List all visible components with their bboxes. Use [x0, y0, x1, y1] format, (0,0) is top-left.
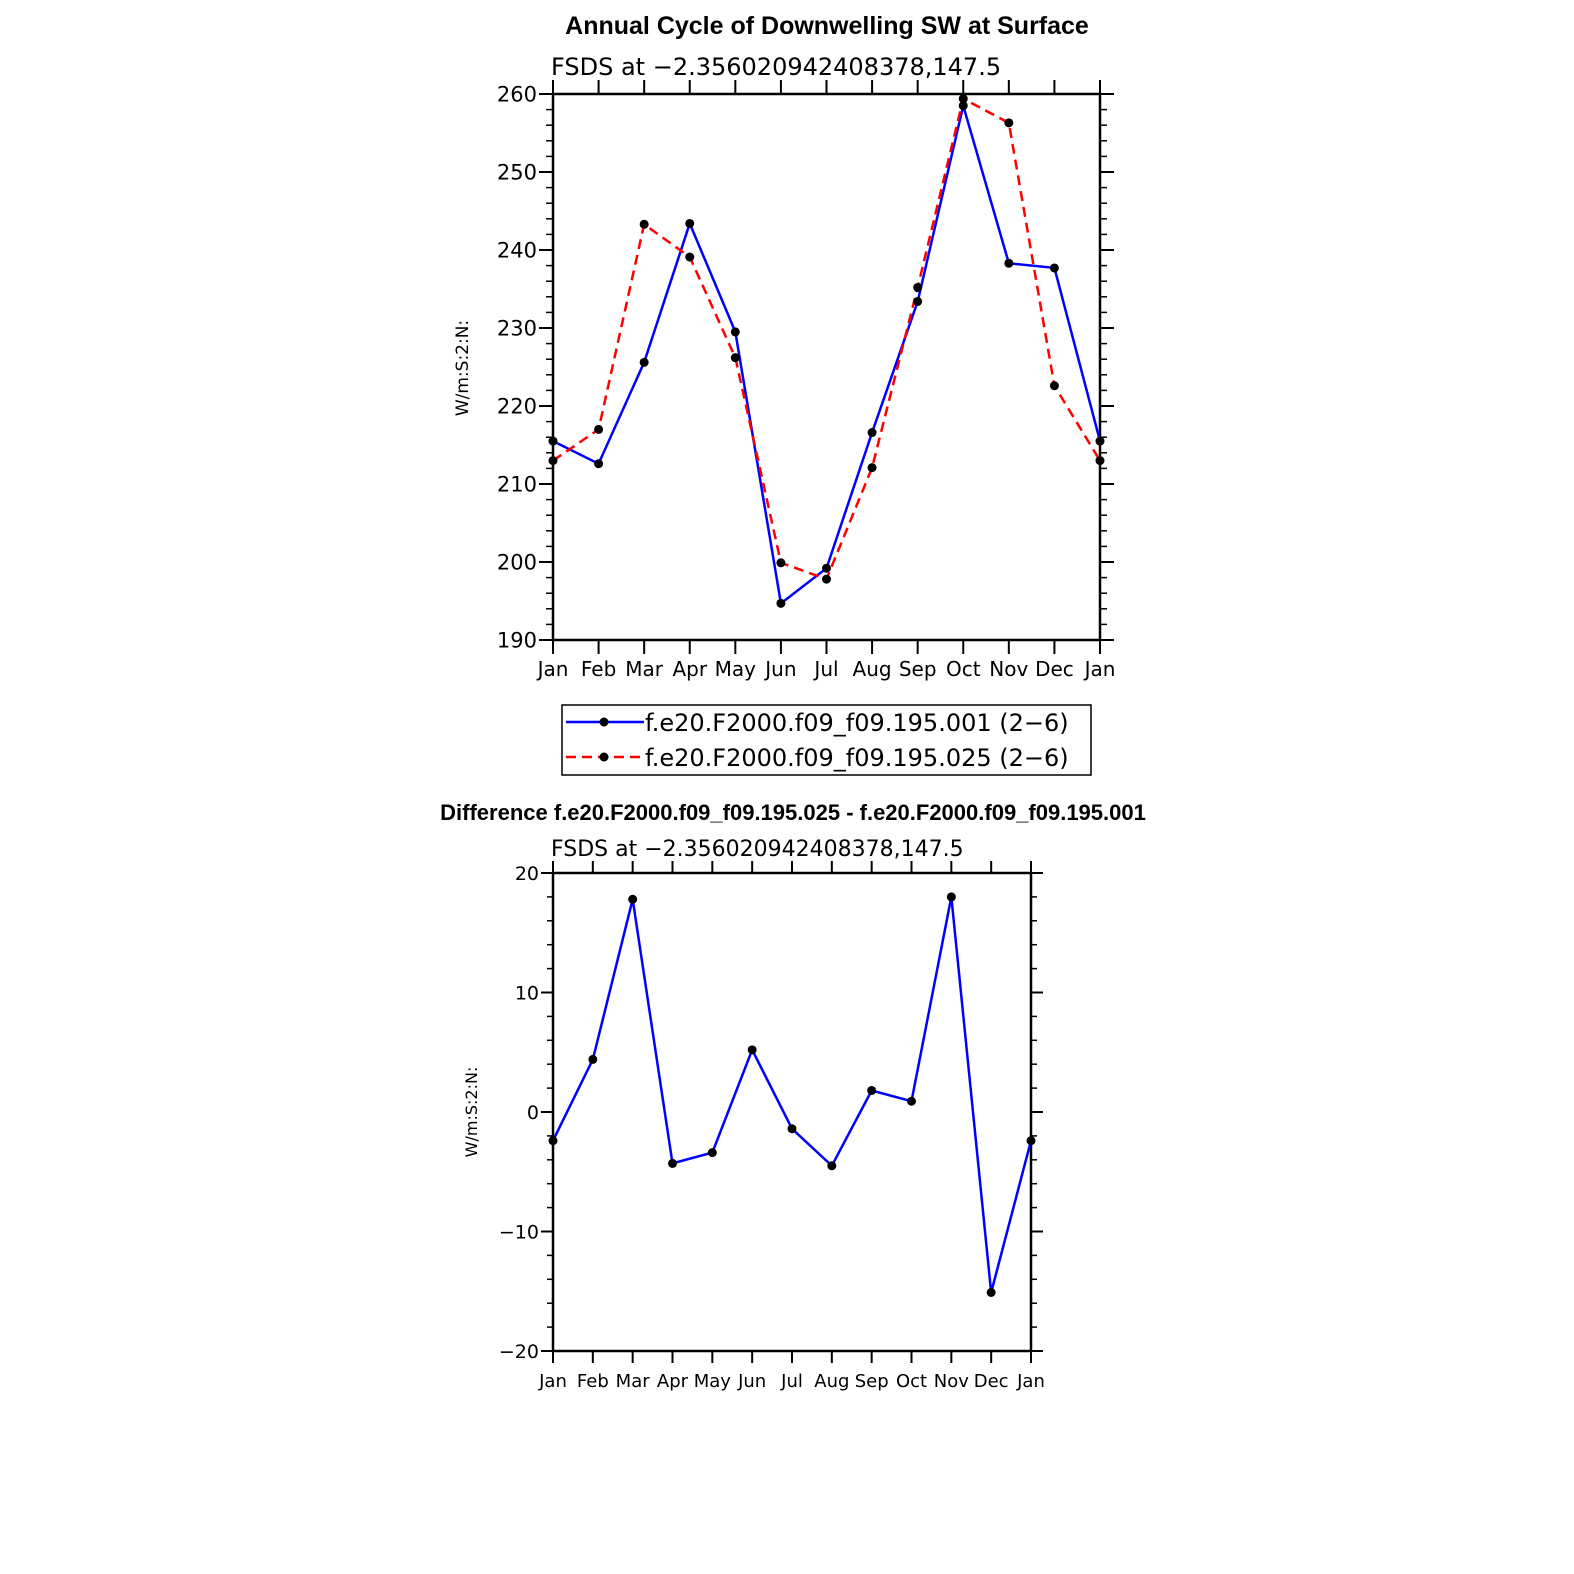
x-tick-label: Oct: [945, 657, 981, 681]
data-point: [1004, 259, 1013, 268]
y-tick-label: 250: [496, 160, 537, 185]
data-point: [1027, 1136, 1036, 1145]
data-point: [1096, 437, 1105, 446]
x-tick-label: Jul: [814, 657, 839, 681]
data-point: [1096, 456, 1105, 465]
x-tick-label: Apr: [672, 657, 708, 681]
x-tick-label: Nov: [933, 1371, 969, 1392]
data-point: [913, 297, 922, 306]
x-tick-label: Oct: [895, 1371, 928, 1392]
legend-marker-solid: [600, 718, 609, 727]
data-point: [776, 599, 785, 608]
data-point: [549, 1136, 558, 1145]
data-point: [822, 575, 831, 584]
x-tick-label: Sep: [898, 657, 937, 681]
x-tick-label: Jan: [1084, 657, 1116, 681]
data-point: [640, 358, 649, 367]
x-tick-label: Feb: [580, 657, 617, 681]
legend-marker-dashed: [600, 753, 609, 762]
data-point: [868, 463, 877, 472]
y-axis-label: W/m:S:2:N:: [462, 1066, 481, 1158]
data-point: [959, 94, 968, 103]
difference-panel: [440, 800, 1146, 1392]
x-tick-label: Aug: [814, 1371, 850, 1392]
plot-area: [497, 80, 1116, 681]
x-tick-label: Jul: [781, 1371, 803, 1392]
plot-frame: [553, 873, 1031, 1351]
chart-subtitle: FSDS at −2.356020942408378,147.5: [551, 837, 964, 862]
data-point: [776, 558, 785, 567]
y-tick-label: −20: [498, 1340, 539, 1363]
legend-entry-series-1: f.e20.F2000.f09_f09.195.001 (2−6): [645, 709, 1069, 737]
data-point: [827, 1161, 836, 1170]
x-tick-label: Jun: [765, 657, 797, 681]
series-line-2: [553, 99, 1100, 579]
data-point: [947, 892, 956, 901]
data-point: [907, 1097, 916, 1106]
y-tick-label: 260: [496, 82, 537, 107]
data-point: [594, 425, 603, 434]
y-tick-label: 210: [496, 472, 537, 497]
y-tick-label: 240: [496, 238, 537, 263]
data-point: [987, 1288, 996, 1297]
data-point: [628, 895, 637, 904]
y-tick-label: 200: [496, 550, 537, 575]
data-point: [549, 456, 558, 465]
x-tick-label: Nov: [989, 657, 1029, 681]
x-tick-label: Sep: [854, 1371, 889, 1392]
y-tick-label: 20: [514, 862, 539, 885]
x-tick-label: Dec: [973, 1371, 1009, 1392]
x-tick-label: Dec: [1035, 657, 1074, 681]
data-point: [708, 1148, 717, 1157]
legend-entry-series-2: f.e20.F2000.f09_f09.195.025 (2−6): [645, 744, 1069, 772]
x-tick-label: May: [693, 1371, 731, 1392]
x-tick-label: Jan: [1017, 1371, 1045, 1392]
y-axis-label: W/m:S:2:N:: [453, 319, 473, 417]
data-point: [640, 220, 649, 229]
x-tick-label: Aug: [852, 657, 892, 681]
data-point: [1050, 263, 1059, 272]
data-point: [685, 253, 694, 262]
data-point: [822, 564, 831, 573]
x-tick-label: Jan: [539, 1371, 567, 1392]
data-point: [549, 437, 558, 446]
data-point: [868, 428, 877, 437]
y-tick-label: 230: [496, 316, 537, 341]
y-tick-label: 220: [496, 394, 537, 419]
x-tick-label: Mar: [625, 657, 664, 681]
y-tick-label: −10: [498, 1221, 539, 1244]
y-tick-label: 0: [526, 1101, 539, 1124]
data-point: [788, 1124, 797, 1133]
y-tick-label: 10: [514, 982, 539, 1005]
data-point: [594, 459, 603, 468]
data-point: [913, 283, 922, 292]
x-tick-label: Jan: [537, 657, 569, 681]
x-tick-label: Feb: [576, 1371, 609, 1392]
data-point: [748, 1045, 757, 1054]
data-point: [588, 1055, 597, 1064]
chart-title: Annual Cycle of Downwelling SW at Surface: [565, 12, 1089, 40]
series-line-1: [553, 897, 1031, 1293]
x-tick-label: Apr: [656, 1371, 689, 1392]
data-point: [1004, 118, 1013, 127]
data-point: [685, 219, 694, 228]
y-tick-label: 190: [496, 628, 537, 653]
data-point: [1050, 381, 1059, 390]
x-tick-label: Jun: [738, 1371, 767, 1392]
data-point: [731, 353, 740, 362]
data-point: [731, 327, 740, 336]
x-tick-label: May: [714, 657, 757, 681]
chart-title: Difference f.e20.F2000.f09_f09.195.025 - f.e20.F2000.f09_f09.195.001: [440, 800, 1146, 825]
data-point: [867, 1086, 876, 1095]
data-point: [668, 1159, 677, 1168]
x-tick-label: Mar: [615, 1371, 650, 1392]
plot-area: [499, 861, 1045, 1392]
legend: [562, 705, 1091, 775]
annual-cycle-panel: [453, 12, 1115, 775]
chart-subtitle: FSDS at −2.356020942408378,147.5: [551, 53, 1002, 81]
